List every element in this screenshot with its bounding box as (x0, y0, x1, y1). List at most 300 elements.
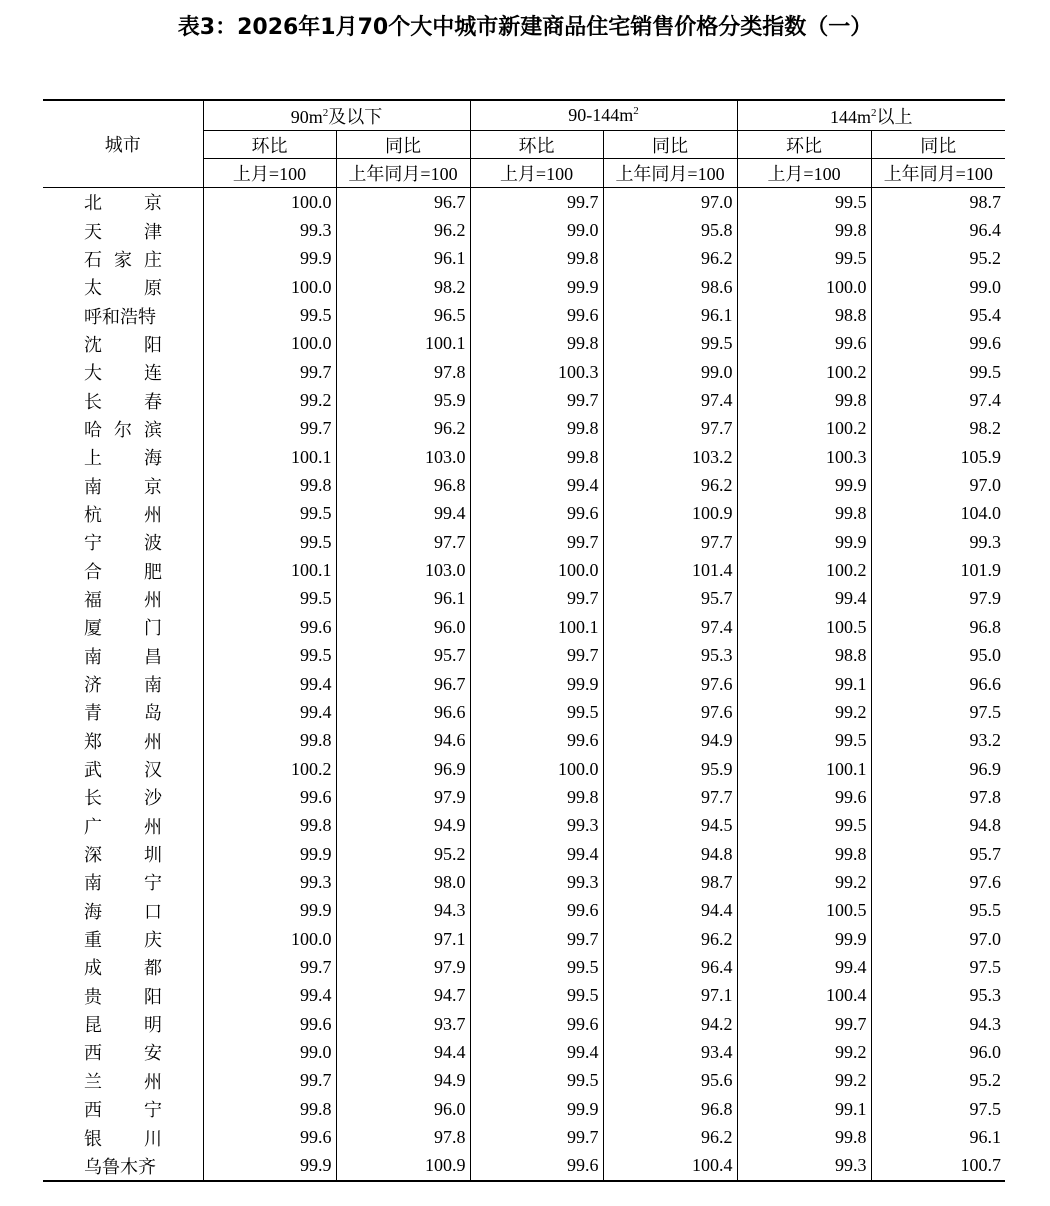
value-cell: 99.8 (470, 443, 603, 471)
value-cell: 96.7 (336, 670, 470, 698)
value-cell: 100.2 (737, 556, 871, 584)
city-cell (43, 1038, 203, 1066)
value-cell: 99.0 (470, 216, 603, 244)
value-cell: 99.9 (203, 1152, 336, 1181)
value-cell: 99.8 (470, 783, 603, 811)
value-cell: 96.6 (336, 698, 470, 726)
value-cell: 99.2 (737, 1067, 871, 1095)
value-cell: 99.4 (336, 500, 470, 528)
value-cell: 97.6 (603, 670, 737, 698)
value-cell: 97.4 (603, 386, 737, 414)
city-cell (43, 1095, 203, 1123)
city-name: 天津 (84, 221, 162, 242)
value-cell: 99.4 (737, 585, 871, 613)
value-cell: 97.8 (336, 358, 470, 386)
value-cell: 100.1 (291, 446, 332, 467)
value-cell: 99.6 (470, 897, 603, 925)
value-cell: 99.6 (470, 500, 603, 528)
value-cell: 97.4 (871, 386, 1005, 414)
value-cell: 96.8 (871, 613, 1005, 641)
group-header-small: $90m^2$及以下 (203, 100, 470, 131)
city-cell (43, 471, 203, 499)
value-cell: 99.8 (300, 815, 332, 836)
table-row (43, 727, 1005, 755)
value-cell: 96.1 (603, 301, 737, 329)
header-row-groups (43, 100, 1005, 131)
value-cell: 100.3 (737, 443, 871, 471)
value-cell: 99.1 (737, 670, 871, 698)
value-cell: 94.3 (336, 897, 470, 925)
value-cell: 99.6 (470, 1010, 603, 1038)
base-header: 上月=100 (737, 159, 871, 188)
value-cell: 99.4 (470, 840, 603, 868)
value-cell: 100.0 (737, 273, 871, 301)
value-cell: 100.5 (737, 897, 871, 925)
page-title: 表3：2026年1月70个大中城市新建商品住宅销售价格分类指数（一） (177, 15, 873, 40)
value-cell: 96.6 (871, 670, 1005, 698)
value-cell: 99.6 (300, 1127, 332, 1148)
group-header-medium: $90-144m^2$ (470, 100, 737, 131)
value-cell: 94.9 (336, 1067, 470, 1095)
city-name: 大连 (84, 363, 162, 384)
base-header: 上月=100 (470, 159, 603, 188)
value-cell: 100.1 (291, 560, 332, 581)
value-cell: 94.3 (871, 1010, 1005, 1038)
value-cell: 97.7 (603, 783, 737, 811)
value-cell: 99.5 (737, 812, 871, 840)
value-cell: 96.1 (336, 585, 470, 613)
value-cell: 99.9 (300, 900, 332, 921)
value-cell: 96.8 (336, 471, 470, 499)
value-cell: 100.4 (603, 1152, 737, 1181)
value-cell: 94.4 (336, 1038, 470, 1066)
value-cell: 97.1 (603, 982, 737, 1010)
value-cell: 99.6 (871, 330, 1005, 358)
value-cell: 99.5 (470, 698, 603, 726)
value-cell: 99.4 (300, 701, 332, 722)
city-name: 贵阳 (84, 986, 162, 1007)
value-cell: 100.0 (291, 276, 332, 297)
city-cell (43, 1152, 203, 1181)
table-row (43, 613, 1005, 641)
city-name: 厦门 (84, 618, 162, 639)
value-cell: 99.8 (737, 500, 871, 528)
value-cell: 97.7 (603, 415, 737, 443)
value-cell: 94.8 (871, 812, 1005, 840)
city-name: 青岛 (84, 703, 162, 724)
value-cell: 95.9 (603, 755, 737, 783)
city-name: 哈尔滨 (84, 419, 162, 440)
city-cell (43, 528, 203, 556)
value-cell: 99.9 (470, 670, 603, 698)
value-cell: 99.5 (300, 503, 332, 524)
value-cell: 94.9 (336, 812, 470, 840)
table-row (43, 755, 1005, 783)
city-name: 福州 (84, 589, 162, 610)
value-cell: 97.5 (871, 953, 1005, 981)
city-name: 呼和浩特 (84, 306, 156, 327)
city-name: 北京 (84, 193, 162, 214)
base-header: 上年同月=100 (603, 159, 737, 188)
value-cell: 100.2 (737, 415, 871, 443)
value-cell: 94.9 (603, 727, 737, 755)
table-row (43, 840, 1005, 868)
city-name: 沈阳 (84, 334, 162, 355)
value-cell: 99.9 (470, 273, 603, 301)
value-cell: 99.4 (300, 673, 332, 694)
value-cell: 99.6 (300, 1013, 332, 1034)
value-cell: 99.3 (871, 528, 1005, 556)
table-row (43, 358, 1005, 386)
value-cell: 98.8 (737, 642, 871, 670)
value-cell: 100.9 (336, 1152, 470, 1181)
value-cell: 98.8 (737, 301, 871, 329)
city-name: 宁波 (84, 533, 162, 554)
value-cell: 99.4 (470, 1038, 603, 1066)
city-cell (43, 1067, 203, 1095)
city-cell (43, 982, 203, 1010)
base-header: 上年同月=100 (336, 159, 470, 188)
value-cell: 95.7 (603, 585, 737, 613)
sub-header-yoy: 同比 (603, 131, 737, 159)
value-cell: 96.0 (871, 1038, 1005, 1066)
value-cell: 99.7 (470, 642, 603, 670)
value-cell: 99.8 (470, 330, 603, 358)
value-cell: 99.5 (300, 645, 332, 666)
city-cell (43, 443, 203, 471)
value-cell: 99.5 (603, 330, 737, 358)
value-cell: 97.7 (336, 528, 470, 556)
value-cell: 95.9 (336, 386, 470, 414)
value-cell: 99.6 (737, 783, 871, 811)
value-cell: 100.1 (336, 330, 470, 358)
value-cell: 99.5 (470, 1067, 603, 1095)
value-cell: 99.9 (737, 925, 871, 953)
city-name: 西宁 (84, 1100, 162, 1121)
value-cell: 96.1 (336, 245, 470, 273)
city-cell (43, 698, 203, 726)
value-cell: 97.5 (871, 1095, 1005, 1123)
city-cell (43, 953, 203, 981)
city-cell (43, 216, 203, 244)
table-row (43, 188, 1005, 217)
value-cell: 96.4 (871, 216, 1005, 244)
value-cell: 99.8 (737, 386, 871, 414)
value-cell: 99.7 (470, 188, 603, 217)
value-cell: 98.7 (603, 868, 737, 896)
value-cell: 99.3 (470, 812, 603, 840)
value-cell: 99.5 (300, 531, 332, 552)
value-cell: 97.9 (871, 585, 1005, 613)
city-name: 南京 (84, 476, 162, 497)
table-row (43, 812, 1005, 840)
city-cell (43, 1010, 203, 1038)
value-cell: 94.7 (336, 982, 470, 1010)
value-cell: 98.2 (871, 415, 1005, 443)
value-cell: 97.0 (603, 188, 737, 217)
table-row (43, 415, 1005, 443)
city-name: 长沙 (84, 788, 162, 809)
table-row (43, 868, 1005, 896)
table-row (43, 528, 1005, 556)
value-cell: 96.8 (603, 1095, 737, 1123)
value-cell: 99.7 (470, 925, 603, 953)
value-cell: 95.4 (871, 301, 1005, 329)
value-cell: 96.2 (336, 415, 470, 443)
city-cell (43, 670, 203, 698)
value-cell: 99.9 (300, 248, 332, 269)
table-header (43, 100, 1005, 188)
value-cell: 100.2 (291, 758, 332, 779)
table-row (43, 1038, 1005, 1066)
table-row (43, 642, 1005, 670)
value-cell: 94.2 (603, 1010, 737, 1038)
value-cell: 99.2 (737, 698, 871, 726)
value-cell: 99.7 (300, 1070, 332, 1091)
value-cell: 95.3 (871, 982, 1005, 1010)
value-cell: 99.6 (300, 786, 332, 807)
value-cell: 99.4 (300, 985, 332, 1006)
city-column-header: 城市 (43, 100, 203, 188)
table-row (43, 1010, 1005, 1038)
value-cell: 94.5 (603, 812, 737, 840)
table-row (43, 897, 1005, 925)
table-row (43, 471, 1005, 499)
value-cell: 100.1 (470, 613, 603, 641)
table-row (43, 386, 1005, 414)
city-name: 太原 (84, 278, 162, 299)
table-row (43, 500, 1005, 528)
sub-header-mom: 环比 (203, 131, 336, 159)
value-cell: 96.2 (603, 925, 737, 953)
value-cell: 99.7 (300, 418, 332, 439)
value-cell: 103.0 (336, 443, 470, 471)
city-cell (43, 755, 203, 783)
value-cell: 96.2 (603, 1123, 737, 1151)
base-header: 上年同月=100 (871, 159, 1005, 188)
value-cell: 99.8 (300, 475, 332, 496)
city-cell (43, 386, 203, 414)
value-cell: 97.9 (336, 783, 470, 811)
value-cell: 95.2 (871, 245, 1005, 273)
city-name: 成都 (84, 958, 162, 979)
value-cell: 97.6 (871, 868, 1005, 896)
sub-header-yoy: 同比 (871, 131, 1005, 159)
value-cell: 99.3 (300, 220, 332, 241)
value-cell: 99.7 (300, 956, 332, 977)
value-cell: 100.2 (737, 358, 871, 386)
value-cell: 97.5 (871, 698, 1005, 726)
table-body (43, 188, 1005, 1182)
value-cell: 99.7 (300, 361, 332, 382)
city-cell (43, 925, 203, 953)
value-cell: 97.1 (336, 925, 470, 953)
value-cell: 104.0 (871, 500, 1005, 528)
city-name: 海口 (84, 901, 162, 922)
city-name: 西安 (84, 1043, 162, 1064)
value-cell: 99.3 (300, 871, 332, 892)
value-cell: 97.6 (603, 698, 737, 726)
value-cell: 99.7 (470, 528, 603, 556)
value-cell: 95.7 (871, 840, 1005, 868)
value-cell: 96.9 (871, 755, 1005, 783)
value-cell: 99.4 (470, 471, 603, 499)
value-cell: 99.7 (470, 585, 603, 613)
value-cell: 95.3 (603, 642, 737, 670)
value-cell: 96.4 (603, 953, 737, 981)
city-name: 石家庄 (84, 249, 162, 270)
value-cell: 97.0 (871, 925, 1005, 953)
value-cell: 97.0 (871, 471, 1005, 499)
value-cell: 99.4 (737, 953, 871, 981)
city-cell (43, 301, 203, 329)
value-cell: 103.2 (603, 443, 737, 471)
value-cell: 100.0 (470, 556, 603, 584)
city-cell (43, 358, 203, 386)
value-cell: 99.3 (470, 868, 603, 896)
city-name: 上海 (84, 448, 162, 469)
table-row (43, 585, 1005, 613)
value-cell: 99.0 (603, 358, 737, 386)
value-cell: 100.0 (470, 755, 603, 783)
city-cell (43, 812, 203, 840)
value-cell: 93.4 (603, 1038, 737, 1066)
city-cell (43, 727, 203, 755)
city-name: 昆明 (84, 1015, 162, 1036)
value-cell: 99.2 (300, 390, 332, 411)
table-row (43, 698, 1005, 726)
city-cell (43, 1123, 203, 1151)
value-cell: 99.6 (737, 330, 871, 358)
city-name: 深圳 (84, 845, 162, 866)
value-cell: 93.7 (336, 1010, 470, 1038)
group-header-large: $144m^2$以上 (737, 100, 1005, 131)
city-cell (43, 840, 203, 868)
value-cell: 96.7 (336, 188, 470, 217)
sub-header-mom: 环比 (737, 131, 871, 159)
sub-header-yoy: 同比 (336, 131, 470, 159)
table-row (43, 216, 1005, 244)
value-cell: 99.8 (470, 245, 603, 273)
value-cell: 97.4 (603, 613, 737, 641)
table-row (43, 1123, 1005, 1151)
value-cell: 97.7 (603, 528, 737, 556)
value-cell: 100.0 (291, 191, 332, 212)
table-row (43, 1067, 1005, 1095)
value-cell: 96.0 (336, 1095, 470, 1123)
table-row (43, 925, 1005, 953)
value-cell: 99.9 (737, 528, 871, 556)
value-cell: 95.7 (336, 642, 470, 670)
value-cell: 99.0 (300, 1041, 332, 1062)
value-cell: 99.8 (470, 415, 603, 443)
value-cell: 100.0 (291, 333, 332, 354)
city-cell (43, 642, 203, 670)
city-name: 银川 (84, 1128, 162, 1149)
value-cell: 99.6 (470, 301, 603, 329)
value-cell: 95.5 (871, 897, 1005, 925)
value-cell: 99.9 (737, 471, 871, 499)
table-row (43, 783, 1005, 811)
value-cell: 99.5 (871, 358, 1005, 386)
city-name: 重庆 (84, 930, 162, 951)
value-cell: 99.0 (871, 273, 1005, 301)
city-name: 合肥 (84, 561, 162, 582)
city-name: 郑州 (84, 731, 162, 752)
value-cell: 94.4 (603, 897, 737, 925)
table-row (43, 556, 1005, 584)
city-name: 济南 (84, 675, 162, 696)
value-cell: 95.6 (603, 1067, 737, 1095)
table-row (43, 245, 1005, 273)
value-cell: 99.7 (737, 1010, 871, 1038)
value-cell: 99.5 (300, 588, 332, 609)
city-cell (43, 556, 203, 584)
value-cell: 99.7 (470, 386, 603, 414)
value-cell: 103.0 (336, 556, 470, 584)
value-cell: 97.9 (336, 953, 470, 981)
sub-header-mom: 环比 (470, 131, 603, 159)
value-cell: 96.1 (871, 1123, 1005, 1151)
city-cell (43, 868, 203, 896)
value-cell: 96.2 (336, 216, 470, 244)
table-row (43, 953, 1005, 981)
value-cell: 99.2 (737, 1038, 871, 1066)
city-cell (43, 415, 203, 443)
value-cell: 99.5 (300, 305, 332, 326)
value-cell: 99.6 (470, 1152, 603, 1181)
city-cell (43, 188, 203, 217)
value-cell: 96.0 (336, 613, 470, 641)
base-header: 上月=100 (203, 159, 336, 188)
value-cell: 99.2 (737, 868, 871, 896)
value-cell: 105.9 (871, 443, 1005, 471)
value-cell: 99.8 (300, 730, 332, 751)
city-name: 武汉 (84, 760, 162, 781)
value-cell: 100.0 (291, 928, 332, 949)
value-cell: 99.5 (470, 953, 603, 981)
city-cell (43, 613, 203, 641)
value-cell: 95.2 (871, 1067, 1005, 1095)
value-cell: 99.8 (300, 1098, 332, 1119)
value-cell: 98.6 (603, 273, 737, 301)
value-cell: 94.8 (603, 840, 737, 868)
value-cell: 99.5 (737, 245, 871, 273)
value-cell: 99.8 (737, 840, 871, 868)
city-name: 杭州 (84, 504, 162, 525)
value-cell: 99.8 (737, 216, 871, 244)
value-cell: 100.5 (737, 613, 871, 641)
table-row (43, 1152, 1005, 1181)
value-cell: 99.8 (737, 1123, 871, 1151)
value-cell: 99.6 (470, 727, 603, 755)
value-cell: 99.5 (470, 982, 603, 1010)
price-index-table (43, 99, 1005, 1182)
city-cell (43, 500, 203, 528)
city-cell (43, 273, 203, 301)
city-name: 乌鲁木齐 (84, 1156, 156, 1177)
city-name: 南宁 (84, 873, 162, 894)
city-name: 南昌 (84, 646, 162, 667)
value-cell: 100.4 (737, 982, 871, 1010)
value-cell: 95.0 (871, 642, 1005, 670)
value-cell: 96.2 (603, 245, 737, 273)
city-name: 兰州 (84, 1071, 162, 1092)
city-cell (43, 330, 203, 358)
city-cell (43, 585, 203, 613)
city-cell (43, 783, 203, 811)
value-cell: 101.4 (603, 556, 737, 584)
